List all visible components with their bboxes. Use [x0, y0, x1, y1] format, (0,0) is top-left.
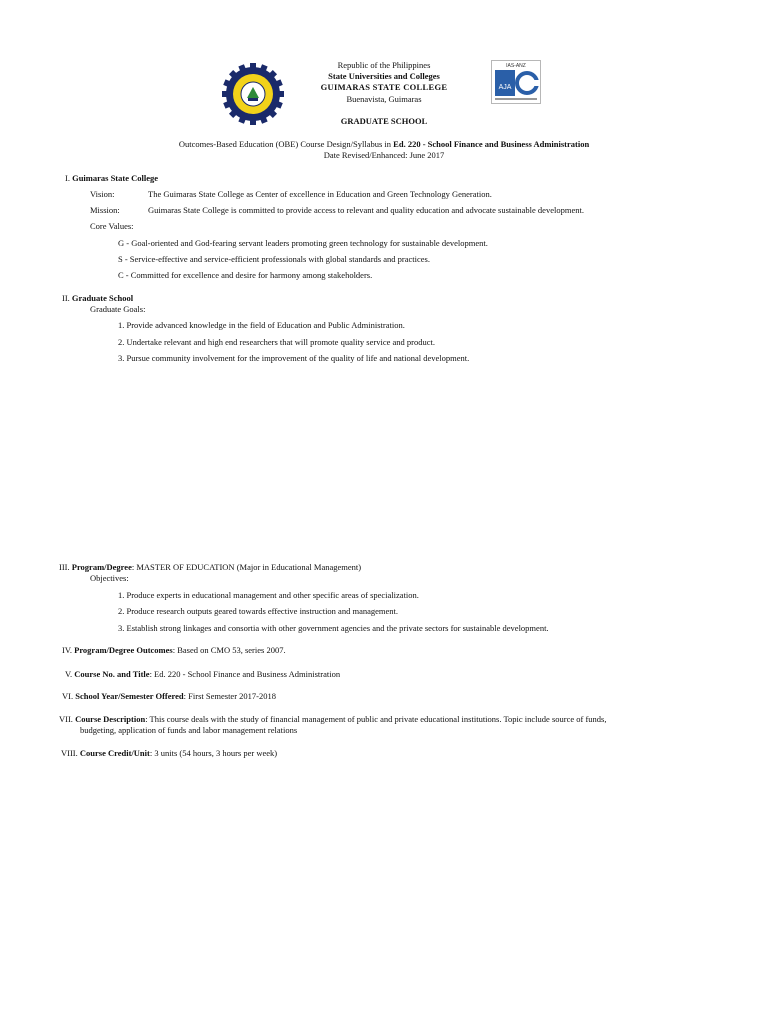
section-title: Guimaras State College — [72, 173, 159, 183]
section-title: School Year/Semester Offered — [75, 691, 184, 701]
vision-label: Vision: — [90, 189, 115, 199]
objective-item: 2. Produce research outputs geared towards effective instruction and management. — [118, 606, 399, 616]
core-value-s: S - Service-effective and service-efficient professionals with global standards and practices. — [118, 254, 430, 264]
core-values-label: Core Values: — [90, 221, 134, 231]
section-number: I. — [65, 173, 70, 183]
course-description-continued: budgeting, application of funds and labor management relations — [80, 725, 298, 735]
section-value: : First Semester 2017-2018 — [183, 691, 276, 701]
section-number: III. — [59, 562, 70, 572]
section-2-heading — [62, 293, 133, 303]
section-number: II. — [62, 293, 70, 303]
section-5-heading — [65, 669, 340, 679]
section-3-heading — [59, 562, 361, 572]
objective-item: 3. Establish strong linkages and consortia with other government agencies and the private sectors for sustainable development. — [118, 623, 549, 633]
header-republic: Republic of the Philippines — [337, 60, 431, 70]
section-number: VIII. — [61, 748, 78, 758]
svg-text:IAS-ANZ: IAS-ANZ — [506, 63, 526, 69]
core-value-g: G - Goal-oriented and God-fearing servant leaders promoting green technology for sustainable development. — [118, 238, 488, 248]
graduate-goals-label: Graduate Goals: — [90, 304, 146, 314]
header-college-name: GUIMARAS STATE COLLEGE — [320, 82, 448, 92]
section-title: Course Description — [75, 714, 146, 724]
section-number: V. — [65, 669, 73, 679]
section-number: VII. — [59, 714, 73, 724]
objective-item: 1. Produce experts in educational management and other specific areas of specialization. — [118, 590, 419, 600]
section-number: IV. — [62, 645, 72, 655]
syllabus-course-title: Ed. 220 - School Finance and Business Administration — [393, 139, 590, 149]
vision-text: The Guimaras State College as Center of excellence in Education and Green Technology Generation. — [148, 189, 492, 199]
goal-item: 3. Pursue community involvement for the improvement of the quality of life and national development. — [118, 353, 470, 363]
section-title: Program/Degree — [71, 562, 132, 572]
section-value: : 3 units (54 hours, 3 hours per week) — [149, 748, 278, 758]
section-value: : Ed. 220 - School Finance and Business Administration — [149, 669, 341, 679]
section-value: : This course deals with the study of financial management of public and private educational institutions. Topic include source of funds, — [145, 714, 607, 724]
section-number: VI. — [62, 691, 74, 701]
section-value: : MASTER OF EDUCATION (Major in Educational Management) — [131, 562, 362, 572]
mission-label: Mission: — [90, 205, 120, 215]
header-address: Buenavista, Guimaras — [346, 94, 422, 104]
section-6-heading — [62, 691, 276, 701]
section-title: Course Credit/Unit — [79, 748, 150, 758]
section-title: Program/Degree Outcomes — [74, 645, 173, 655]
section-4-heading — [62, 645, 286, 655]
date-revised: Date Revised/Enhanced: June 2017 — [323, 150, 445, 160]
header-suc: State Universities and Colleges — [328, 71, 440, 81]
mission-text: Guimaras State College is committed to provide access to relevant and quality education and advocate sustainable development. — [148, 205, 584, 215]
goal-item: 1. Provide advanced knowledge in the field of Education and Public Administration. — [118, 320, 405, 330]
syllabus-title-prefix: Outcomes-Based Education (OBE) Course Design/Syllabus in — [178, 139, 394, 149]
section-title: Course No. and Title — [74, 669, 150, 679]
section-title: Graduate School — [71, 293, 134, 303]
syllabus-title — [0, 139, 768, 149]
goal-item: 2. Undertake relevant and high end researchers that will promote quality service and product. — [118, 337, 435, 347]
section-1-heading — [65, 173, 158, 183]
objectives-label: Objectives: — [90, 573, 129, 583]
svg-text:AJA: AJA — [498, 84, 512, 91]
section-8-heading — [61, 748, 277, 758]
section-7-heading — [59, 714, 606, 724]
section-value: : Based on CMO 53, series 2007. — [172, 645, 286, 655]
graduate-school-heading: GRADUATE SCHOOL — [340, 116, 428, 126]
core-value-c: C - Committed for excellence and desire for harmony among stakeholders. — [118, 270, 373, 280]
